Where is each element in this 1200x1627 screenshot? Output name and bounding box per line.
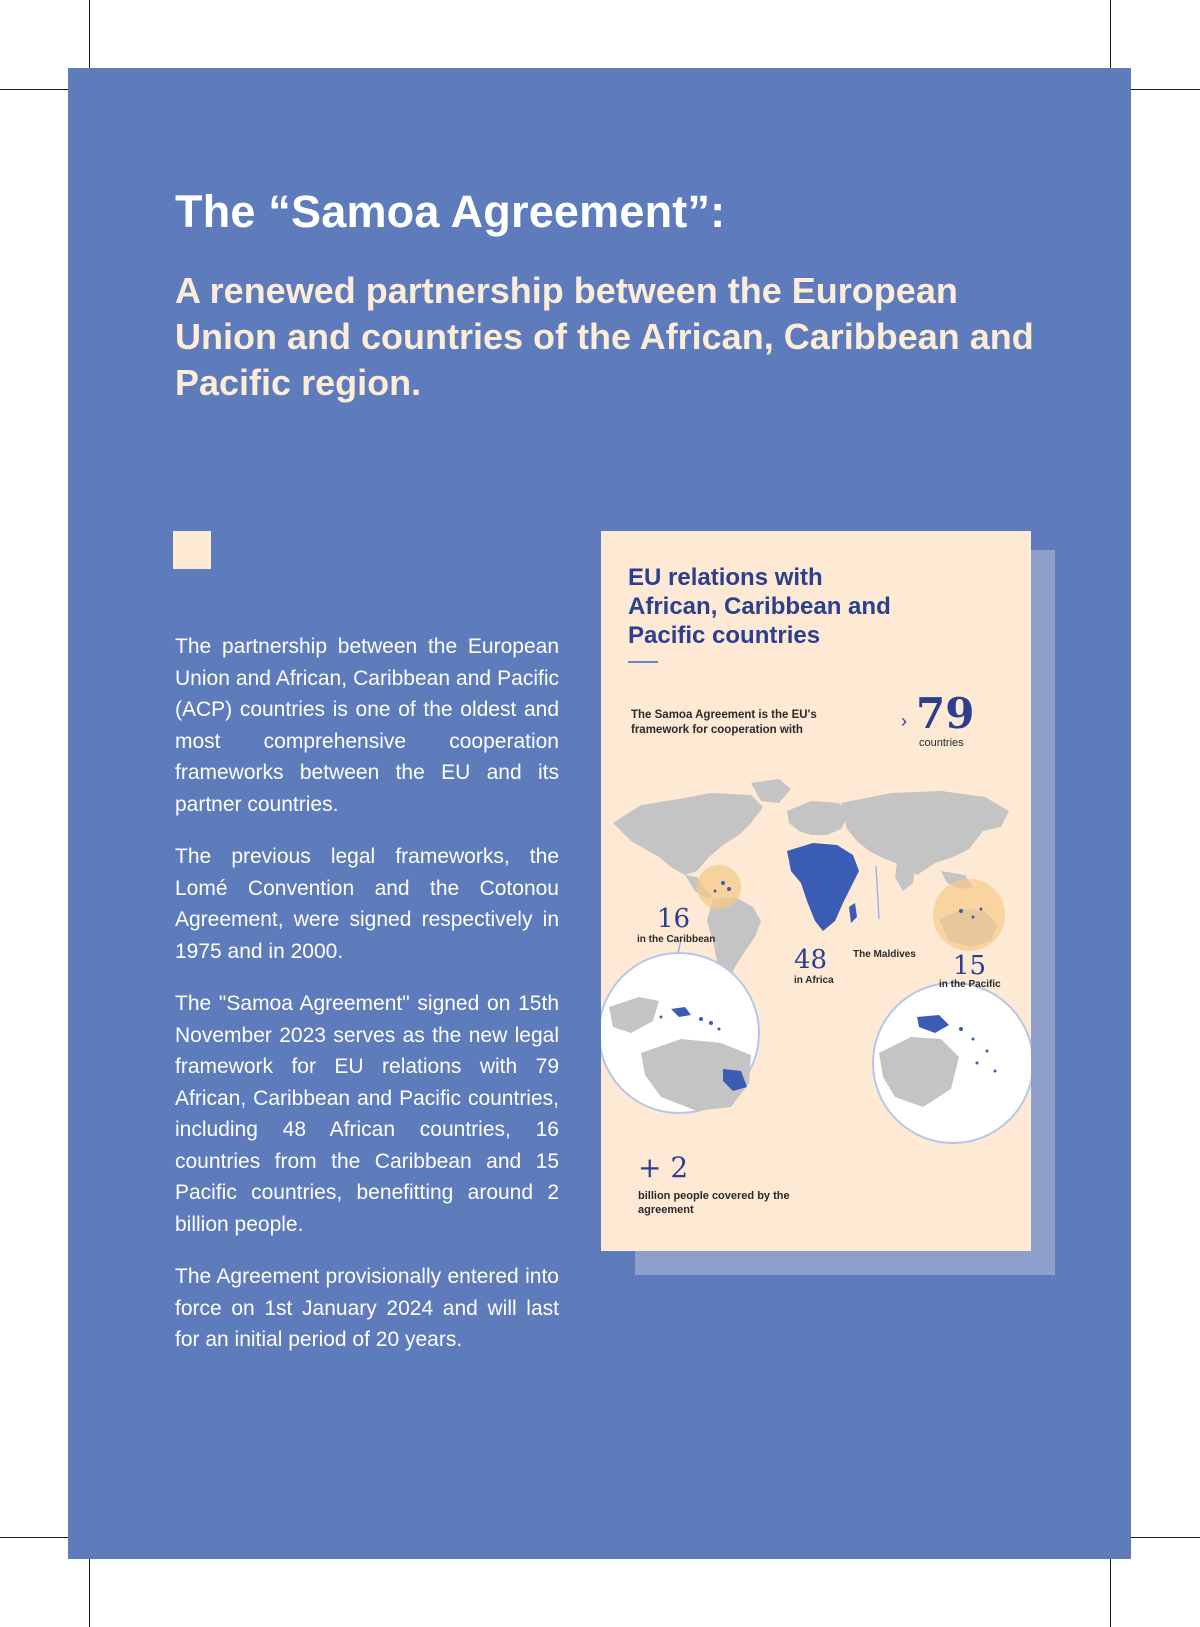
paragraph: The previous legal frameworks, the Lomé Convention and the Cotonou Agreement, were signed respectively in 1975 and in 2000. bbox=[175, 845, 559, 963]
asia-shape bbox=[841, 791, 1009, 875]
maldives-pointer bbox=[876, 866, 879, 919]
crop-mark bbox=[0, 89, 68, 90]
africa-highlight bbox=[787, 843, 859, 931]
europe-shape bbox=[787, 801, 849, 835]
crop-mark bbox=[1110, 0, 1111, 68]
chevron-right-icon: › bbox=[901, 711, 907, 731]
madagascar-shape bbox=[849, 903, 857, 923]
caribbean-highlight bbox=[697, 865, 741, 909]
infographic-card bbox=[601, 531, 1031, 1251]
crop-mark bbox=[1131, 1537, 1200, 1538]
crop-mark bbox=[1110, 1559, 1111, 1627]
decorative-square bbox=[173, 531, 211, 569]
caribbean-label: in the Caribbean bbox=[637, 934, 716, 945]
body-text bbox=[175, 631, 559, 1377]
total-countries-value: 79 bbox=[916, 689, 975, 738]
crop-mark bbox=[1131, 89, 1200, 90]
pacific-inset-map bbox=[873, 983, 1031, 1143]
africa-label: in Africa bbox=[794, 975, 834, 986]
paragraph: The "Samoa Agreement" signed on 15th November 2023 serves as the new legal framework for EU relations with 79 African, Caribbean and Pacific countries, including 48 African countries, 16 countries from the Caribbean and 15 Pacific countries, benefitting around 2 billion people. bbox=[175, 992, 559, 1236]
page-subtitle: A renewed partnership between the European Union and countries of the African, Caribbean and Pacific region. bbox=[175, 270, 1034, 403]
crop-mark bbox=[89, 1559, 90, 1627]
caribbean-inset-map bbox=[601, 953, 759, 1113]
page bbox=[68, 68, 1131, 1559]
framework-text: The Samoa Agreement is the EU's framework for cooperation with bbox=[631, 709, 817, 736]
page-title: The “Samoa Agreement”: bbox=[175, 186, 726, 237]
maldives-annotation: The Maldives bbox=[853, 949, 916, 960]
crop-mark bbox=[89, 0, 90, 68]
africa-count: 48 bbox=[794, 945, 828, 975]
paragraph: The partnership between the European Union and African, Caribbean and Pacific (ACP) countries is one of the oldest and most comprehensive cooperation frameworks between the EU and its partner countries. bbox=[175, 635, 559, 816]
people-value: + 2 bbox=[638, 1151, 689, 1184]
pacific-label: in the Pacific bbox=[939, 979, 1001, 990]
people-label: billion people covered by the agreement bbox=[638, 1190, 790, 1216]
title-rule bbox=[628, 661, 658, 663]
crop-mark bbox=[0, 1537, 68, 1538]
pacific-count: 15 bbox=[953, 951, 987, 981]
greenland-shape bbox=[751, 779, 791, 803]
infographic-title: EU relations with African, Caribbean and Pacific countries bbox=[628, 564, 891, 649]
paragraph: The Agreement provisionally entered into force on 1st January 2024 and will last for an initial period of 20 years. bbox=[175, 1265, 559, 1351]
pacific-highlight bbox=[933, 879, 1005, 951]
total-countries-label: countries bbox=[919, 737, 964, 749]
north-america-shape bbox=[613, 793, 763, 875]
caribbean-count: 16 bbox=[657, 904, 691, 934]
india-shape bbox=[895, 863, 915, 891]
